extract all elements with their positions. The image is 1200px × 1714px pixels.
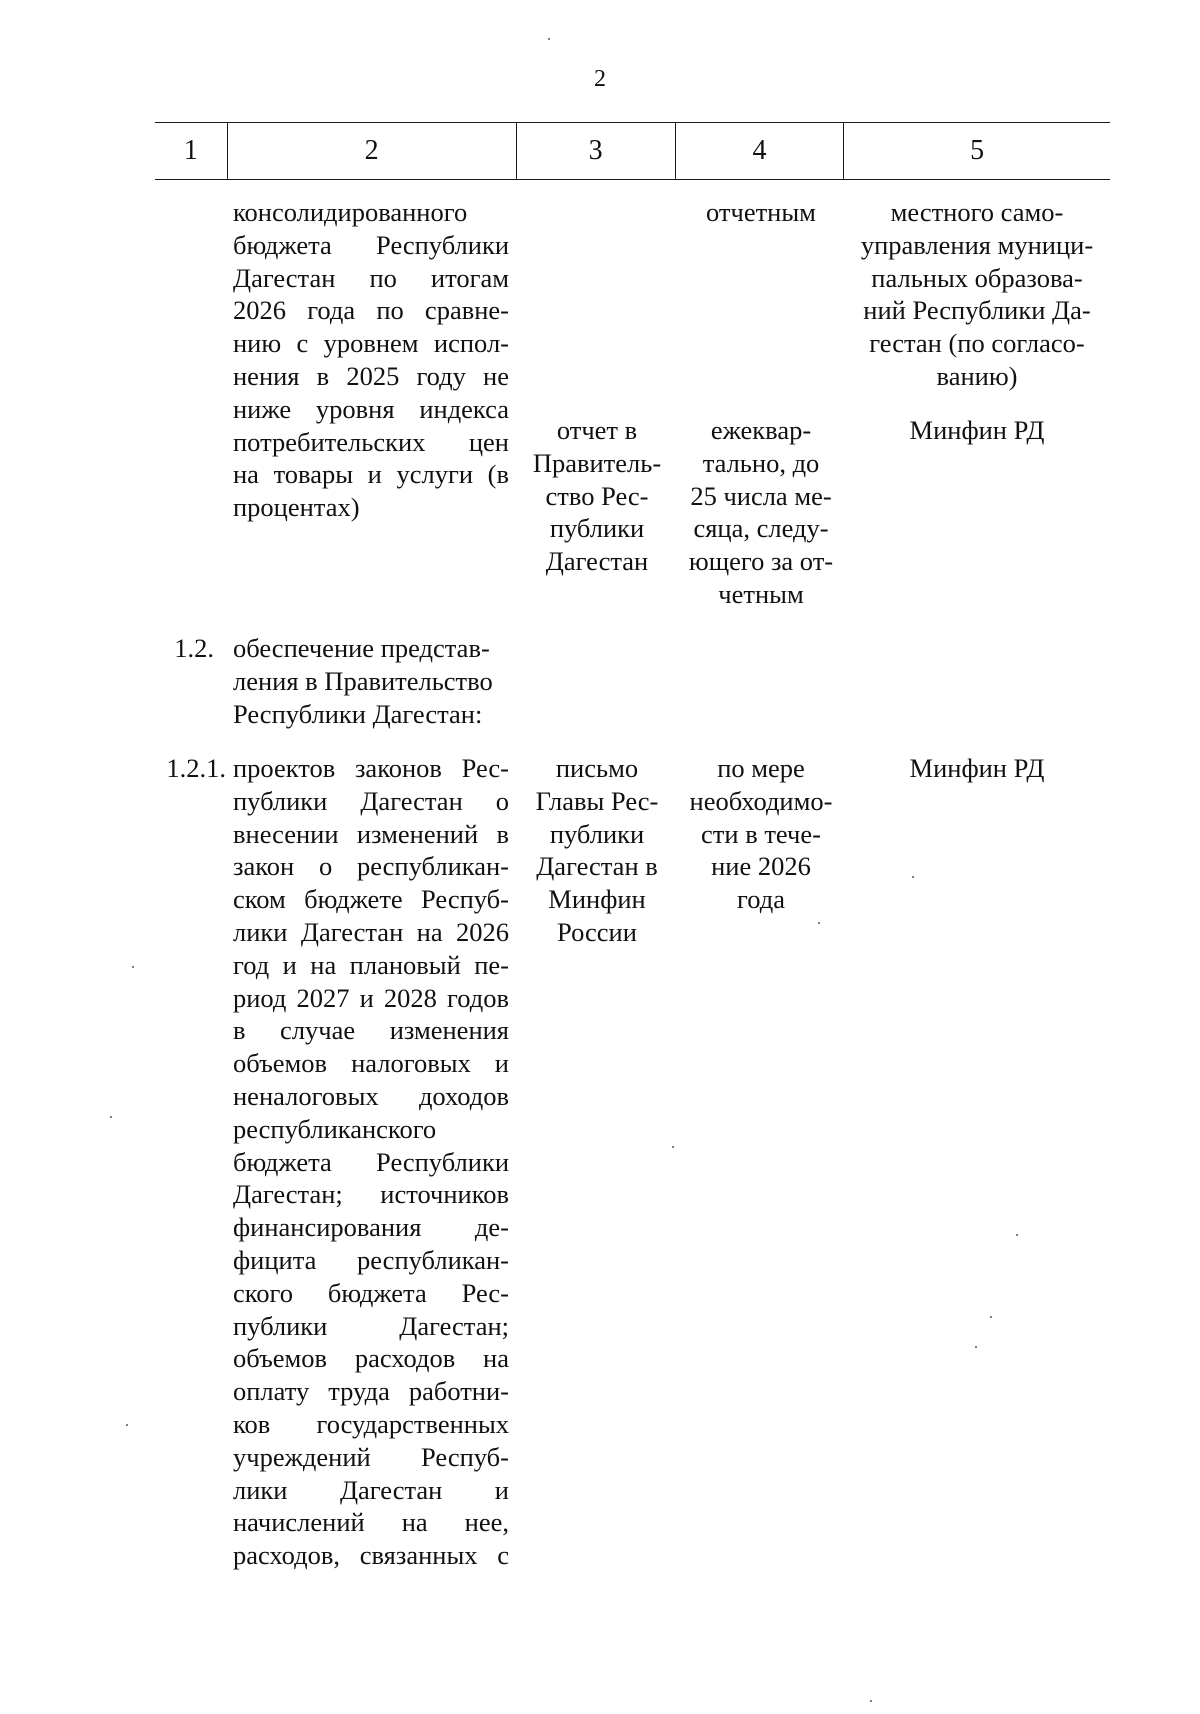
scan-speck [1016, 1234, 1018, 1236]
text-line: 1.2.1. [166, 753, 226, 783]
block1-col4-text [679, 414, 843, 611]
text-line: управления муници- [860, 229, 1094, 260]
text-line: пальных образова- [871, 262, 1083, 293]
header-col-1: 1 [155, 123, 228, 179]
text-line: финансирования де- [233, 1212, 509, 1243]
text-line: Дагестан по итогам [233, 262, 509, 293]
text-line: Правитель- [532, 447, 662, 478]
text-line: сти в тече- [701, 818, 821, 849]
scan-speck [990, 1316, 992, 1318]
text-line: необходимо- [689, 785, 833, 816]
text-line: письмо [555, 753, 639, 783]
text-line: Минфин РД [909, 753, 1045, 783]
header-col-3: 3 [517, 123, 676, 179]
text-line: отчетным [706, 197, 816, 227]
text-line: публики [549, 818, 645, 849]
row-1-2-col2-text [233, 632, 509, 730]
text-line: ванию) [936, 360, 1018, 391]
text-line: нию с уровнем испол- [233, 328, 509, 359]
scan-speck [870, 1700, 872, 1702]
block1-col5-text [846, 414, 1108, 447]
page-number: 2 [594, 66, 606, 92]
text-line: обеспечение представ- [233, 633, 490, 663]
table-header [155, 122, 1110, 180]
text-line: начислений на нее, [233, 1507, 509, 1538]
block1-col3-text [518, 414, 676, 578]
text-line: сяца, следу- [693, 513, 829, 544]
text-line: ющего за от- [688, 546, 834, 577]
text-line: в случае изменения [233, 1015, 509, 1046]
text-line: ежеквар- [710, 415, 812, 445]
text-line: объемов расходов на [233, 1343, 509, 1374]
text-line: ском бюджете Респуб- [233, 884, 509, 915]
text-line: публики [549, 513, 645, 544]
text-line: объемов налоговых и [233, 1048, 509, 1079]
row-1-2-1-col5-text [846, 752, 1108, 785]
text-line: ние 2026 [711, 851, 811, 882]
text-line: местного само- [890, 197, 1064, 227]
row-1-2-1-number [150, 752, 226, 785]
text-line: по мере [717, 753, 805, 783]
row-1-2-1-col2-text [233, 752, 509, 1572]
row-1-2-1-col4-text [679, 752, 843, 916]
text-line: 25 числа ме- [690, 480, 832, 511]
text-line: закон о республикан- [233, 851, 509, 882]
text-line: 2026 года по сравне- [233, 295, 509, 326]
text-line: учреждений Респуб- [233, 1441, 509, 1472]
text-line: проектов законов Рес- [233, 753, 509, 783]
text-line: оплату труда работни- [233, 1376, 509, 1407]
text-line: Минфин [548, 884, 646, 915]
text-line: публики Дагестан; [233, 1310, 509, 1341]
text-line: лики Дагестан на 2026 [233, 916, 509, 947]
scan-speck [110, 1116, 112, 1118]
scan-speck [132, 966, 134, 968]
text-line: внесении изменений в [233, 818, 509, 849]
text-line: Дагестан [545, 546, 649, 577]
text-line: Дагестан; источников [233, 1179, 509, 1210]
block1-col5-top [846, 196, 1108, 393]
scan-speck [975, 1346, 977, 1348]
scan-speck [126, 1424, 128, 1426]
text-line: бюджета Республики [233, 229, 509, 260]
text-line: на товары и услуги (в [233, 459, 509, 490]
text-line: публики Дагестан о [233, 785, 509, 816]
header-col-4: 4 [676, 123, 844, 179]
text-line: Минфин РД [909, 415, 1045, 445]
text-line: ниже уровня индекса [233, 393, 509, 424]
text-line: России [557, 916, 637, 947]
text-line: ков государственных [233, 1408, 509, 1439]
text-line: расходов, связанных с [233, 1540, 509, 1571]
text-line: консолидированного [233, 197, 468, 227]
text-line: бюджета Республики [233, 1146, 509, 1177]
header-col-2: 2 [228, 123, 517, 179]
text-line: риод 2027 и 2028 годов [233, 982, 509, 1013]
text-line: неналоговых доходов [233, 1080, 509, 1111]
text-line: года [737, 884, 785, 915]
header-col-5: 5 [970, 135, 985, 166]
text-line: фицита республикан- [233, 1244, 509, 1275]
text-line: ления в Правительство [233, 665, 493, 696]
text-line: ство Рес- [545, 480, 649, 511]
text-line: четным [718, 578, 804, 609]
row-1-2-number [150, 632, 214, 665]
row-1-2-1-col3-text [518, 752, 676, 949]
text-line: нения в 2025 году не [233, 360, 509, 391]
text-line: гестан (по согласо- [869, 328, 1085, 359]
text-line: год и на плановый пе- [233, 949, 509, 980]
block1-col4-top [679, 196, 843, 229]
text-line: 1.2. [174, 633, 214, 663]
scan-speck [548, 38, 550, 40]
text-line: Дагестан в [536, 851, 658, 882]
text-line: тально, до [702, 447, 820, 478]
text-line: лики Дагестан и [233, 1474, 509, 1505]
text-line: процентах) [233, 492, 360, 523]
text-line: отчет в [556, 415, 638, 445]
text-line: Республики Дагестан: [233, 698, 483, 729]
scan-speck [672, 1146, 674, 1148]
scan-speck [912, 876, 914, 878]
text-line: Главы Рес- [535, 785, 659, 816]
scan-speck [818, 922, 820, 924]
text-line: ний Республики Да- [863, 295, 1091, 326]
block1-col2-text [233, 196, 509, 524]
text-line: потребительских цен [233, 426, 509, 457]
text-line: республиканского [233, 1113, 437, 1144]
text-line: ского бюджета Рес- [233, 1277, 509, 1308]
